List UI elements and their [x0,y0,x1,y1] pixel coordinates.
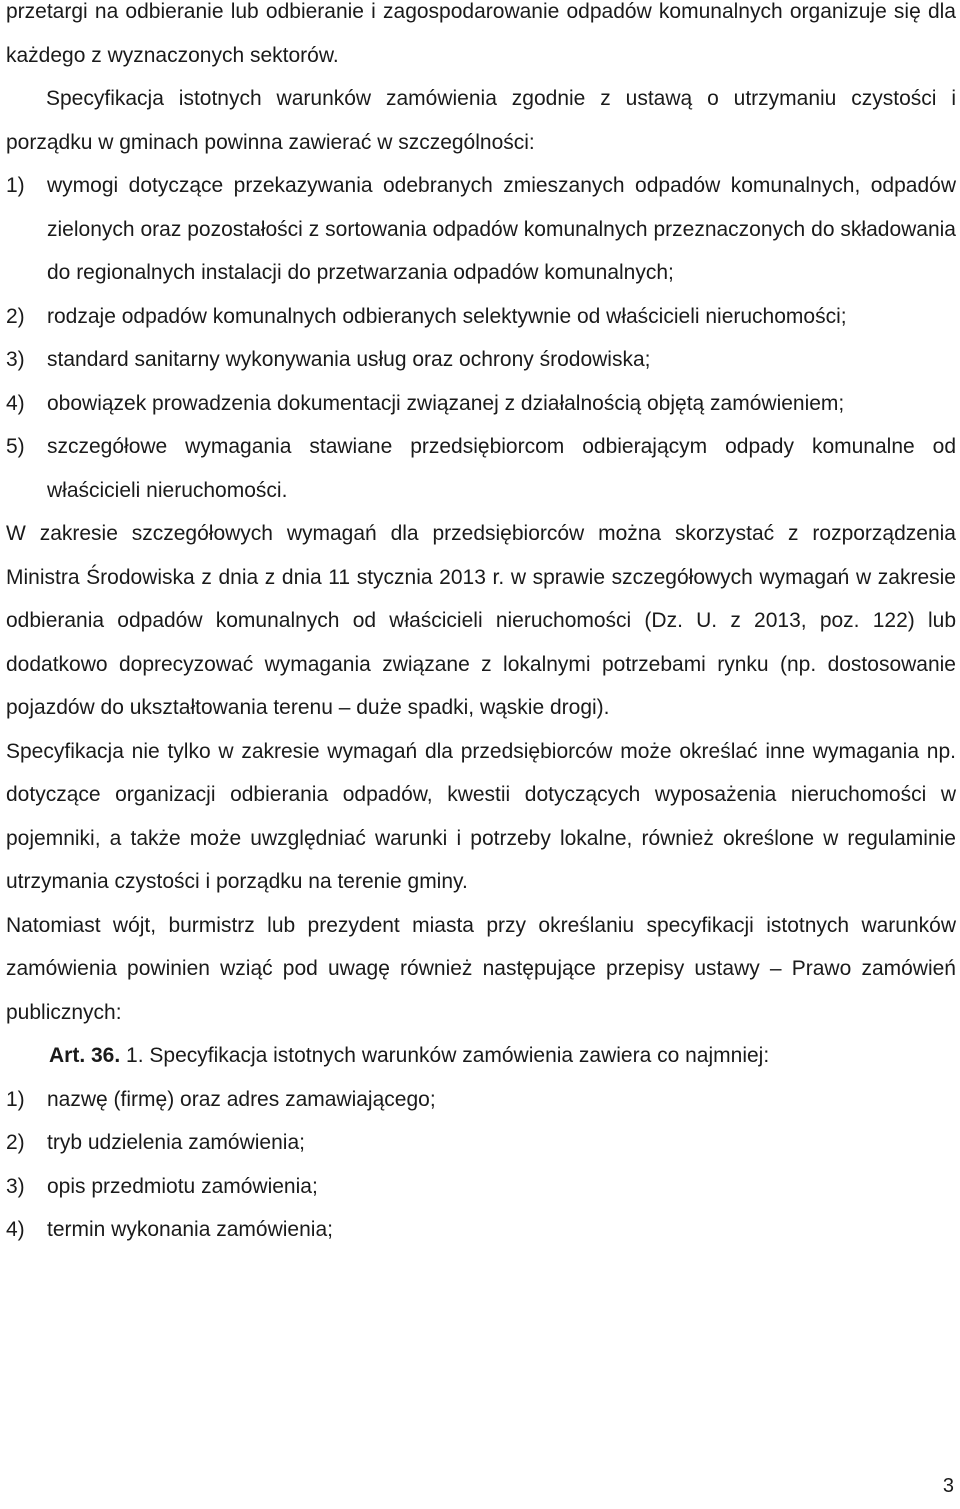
article-text: 1. Specyfikacja istotnych warunków zamówienia zawiera co najmniej: [126,1044,770,1067]
list-item [6,295,956,339]
document-page [6,0,956,1252]
list-item-number: 1) [6,174,25,197]
list-item [6,1121,956,1165]
intro-continued-paragraph: przetargi na odbieranie lub odbieranie i zagospodarowanie odpadów komunalnych organizuje się dla każdego z wyznaczonych sektorów. [6,0,956,67]
list-item-text: obowiązek prowadzenia dokumentacji związanej z działalnością objętą zamówieniem; [47,391,845,415]
list-item-number: 3) [6,348,25,371]
list-item [6,425,956,512]
list-item-number: 2) [6,1131,25,1154]
list-item [6,1208,956,1252]
page-number: 3 [942,1475,954,1497]
list-item-text: opis przedmiotu zamówienia; [47,1174,318,1198]
list-item-text: termin wykonania zamówienia; [47,1218,333,1241]
list-item-text: rodzaje odpadów komunalnych odbieranych selektywnie od właścicieli nieruchomości; [47,304,847,328]
list-item [6,338,956,382]
regulation-paragraph: W zakresie szczegółowych wymagań dla przedsiębiorców można skorzystać z rozporządzenia Ministra Środowiska z dnia z dnia 11 stycznia 2013 r. w sprawie szczegółowych wymagań w zakresie odbierania odpadów komunalnych od właścicieli nieruchomości (Dz. U. z 2013, poz. 122) lub dodatkowo doprecyzować wymagania związane z lokalnymi potrzebami rynku (np. dostosowanie pojazdów do ukształtowania terenu – duże spadki, wąskie drogi). [6,522,956,719]
article-heading [6,1034,956,1078]
article-items-list [6,1078,956,1252]
list-item-number: 4) [6,1218,25,1241]
officials-paragraph: Natomiast wójt, burmistrz lub prezydent miasta przy określaniu specyfikacji istotnych warunków zamówienia powinien wziąć pod uwagę również następujące przepisy ustawy – Prawo zamówień publicznych: [6,913,956,1024]
list-item-text: szczegółowe wymagania stawiane przedsiębiorcom odbierającym odpady komunalne od właścicieli nieruchomości. [47,435,956,502]
list-item-number: 1) [6,1087,25,1111]
list-item [6,1078,956,1122]
spec-intro-paragraph: Specyfikacja istotnych warunków zamówienia zgodnie z ustawą o utrzymaniu czystości i porządku w gminach powinna zawierać w szczególności: [6,87,956,154]
list-item-number: 4) [6,391,25,415]
list-item [6,382,956,426]
other-requirements-paragraph: Specyfikacja nie tylko w zakresie wymagań dla przedsiębiorców może określać inne wymagania np. dotyczące organizacji odbierania odpadów, kwestii dotyczących wyposażenia nieruchomości w pojemniki, a także może uwzględniać warunki i potrzeby lokalne, również określone w regulaminie utrzymania czystości i porządku na terenie gminy. [6,739,956,893]
list-item [6,164,956,295]
article-label: Art. 36. [49,1044,121,1067]
list-item-number: 5) [6,435,25,458]
list-item-text: nazwę (firmę) oraz adres zamawiającego; [47,1087,436,1111]
list-item-text: tryb udzielenia zamówienia; [47,1131,305,1154]
list-item-text: wymogi dotyczące przekazywania odebranych zmieszanych odpadów komunalnych, odpadów zielonych oraz pozostałości z sortowania odpadów komunalnych przeznaczonych do składowania do regionalnych instalacji do przetwarzania odpadów komunalnych; [47,174,956,284]
list-item-number: 3) [6,1174,25,1198]
list-item-number: 2) [6,304,25,328]
list-item-text: standard sanitarny wykonywania usług oraz ochrony środowiska; [47,348,651,371]
spec-requirements-list [6,164,956,512]
list-item [6,1165,956,1209]
